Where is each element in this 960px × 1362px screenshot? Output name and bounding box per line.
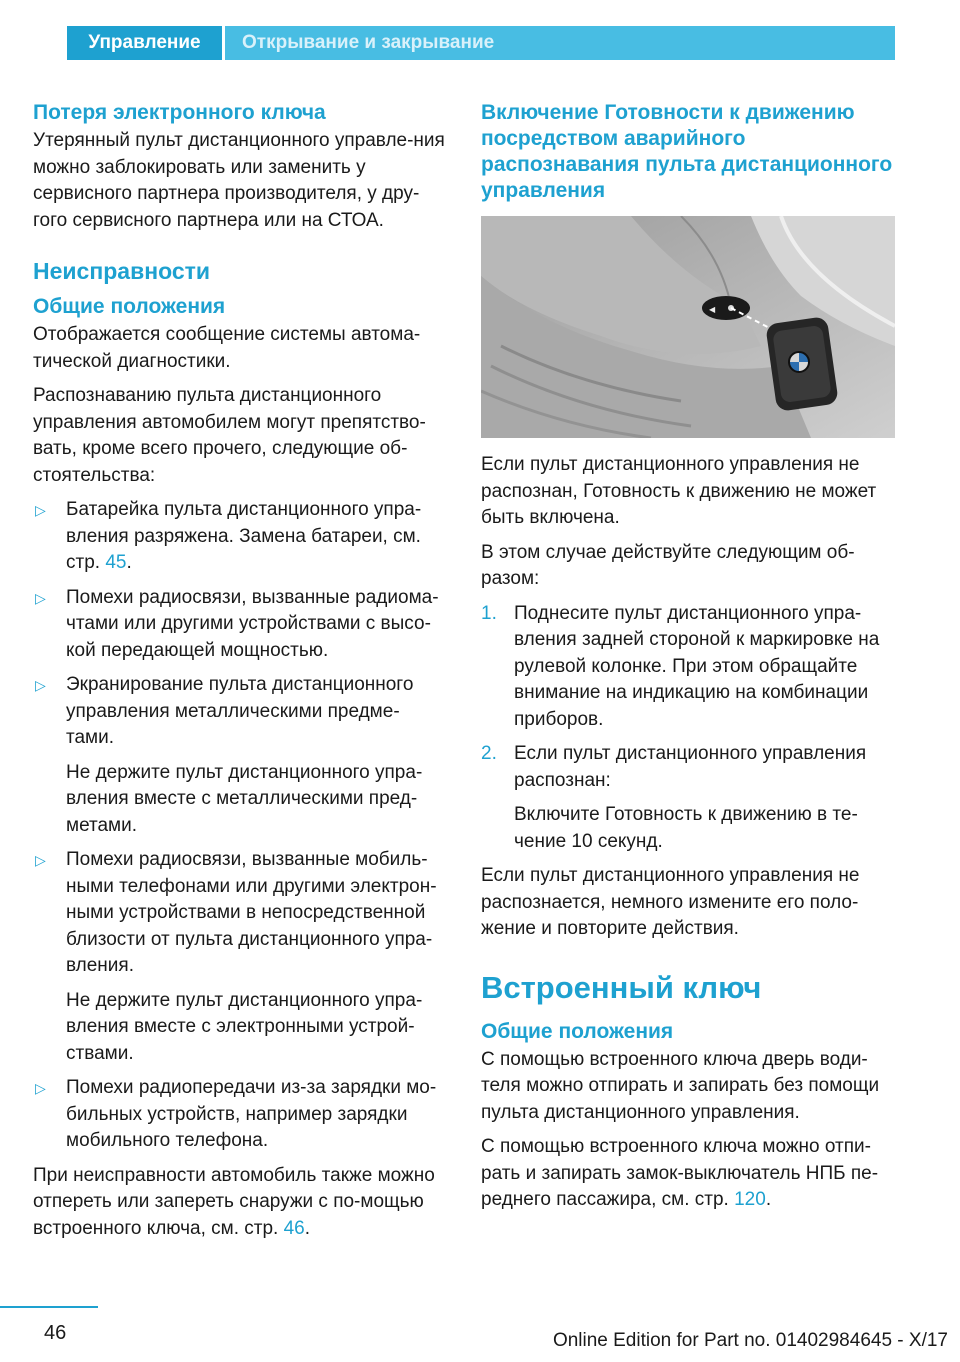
- bullet-metal-shielding-text: Экранирование пульта дистанционного управления металлическими предме-тами.: [66, 674, 414, 748]
- heading-faults: Неисправности: [33, 258, 211, 284]
- bullet-arrow-icon: ▷: [35, 677, 46, 693]
- para-key-airbag-switch: [481, 1134, 895, 1214]
- page-number: 46: [44, 1322, 67, 1344]
- link-page-45[interactable]: 45: [105, 552, 127, 573]
- left-column: [33, 100, 447, 1250]
- bullet-arrow-icon: ▷: [35, 589, 46, 606]
- step-2-number: 2.: [481, 743, 497, 764]
- note-metal: Не держите пульт дистанционного упра-вления вместе с металлическими пред-метами.: [66, 761, 423, 836]
- para-fault-unlock: [33, 1163, 447, 1243]
- bullet-arrow-icon: ▷: [35, 852, 46, 868]
- step-2-note: Включите Готовность к движению в те-чение 10 секунд.: [514, 804, 858, 852]
- bullet-radio-masts-text: Помехи радиосвязи, вызванные радиома-чтами или другими устройствами с высо-кой передающей мощностью.: [66, 586, 439, 661]
- bullet-arrow-icon: ▷: [35, 1080, 46, 1096]
- steering-column-key-photo: [481, 216, 895, 438]
- heading-lost-key: Потеря электронного ключа: [33, 101, 326, 124]
- step-1: [481, 601, 895, 734]
- bullet-battery-end: .: [126, 552, 132, 573]
- note-electronics: Не держите пульт дистанционного упра-вления вместе с электронными устрой-ствами.: [66, 989, 423, 1064]
- footer-rule: [0, 1306, 98, 1308]
- heading-integrated-key: Встроенный ключ: [481, 969, 762, 1005]
- step-1-number: 1.: [481, 602, 497, 624]
- bullet-arrow-icon: ▷: [35, 502, 46, 518]
- para-lost-key: Утерянный пульт дистанционного управле-ния можно заблокировать или заменить у сервисного партнера производителя, у дру-гого сервисного партнера или на СТОА.: [33, 130, 445, 231]
- step-2-text: Если пульт дистанционного управления распознан:: [514, 743, 867, 791]
- edition-info: Online Edition for Part no. 01402984645 - X/17: [552, 1330, 948, 1351]
- para-in-case: В этом случае действуйте следующим об-разом:: [481, 541, 855, 589]
- step-1-text: Поднесите пульт дистанционного упра-вления задней стороной к маркировке на рулевой колонке. При этом обращайте внимание на индикацию на комбинации приборов.: [514, 602, 880, 730]
- bullet-radio-masts: [33, 585, 447, 665]
- para-key-airbag-end: .: [765, 1189, 772, 1210]
- bullet-battery: [33, 497, 447, 577]
- para-retry: Если пульт дистанционного управления не распознается, немного измените его поло-жение и повторите действия.: [481, 865, 860, 939]
- right-column: [481, 100, 895, 1222]
- step-2: [481, 741, 895, 794]
- para-not-recognized: Если пульт дистанционного управления не распознан, Готовность к движению не может быть включена.: [481, 454, 877, 528]
- bullet-mobile-phones-text: Помехи радиосвязи, вызванные мобиль-ными телефонами или другими электрон-ными устройствами в непосредственной близости от пульта дистанционного упра-вления.: [66, 849, 437, 976]
- para-key-driver-door: С помощью встроенного ключа дверь води-теля можно отпирать и запирать без помощи пульта дистанционного управления.: [481, 1048, 880, 1123]
- header-section-tab: Управление: [67, 26, 222, 60]
- link-page-46[interactable]: 46: [283, 1217, 305, 1239]
- para-key-airbag-text: С помощью встроенного ключа можно отпи-рать и запирать замок-выключатель НПБ пе-реднего пассажира, см. стр.: [481, 1136, 879, 1210]
- header-subsection-tab: Открывание и закрывание: [225, 26, 895, 60]
- para-message-shown: Отображается сообщение системы автома-тической диагностики.: [33, 324, 421, 372]
- bullet-mobile-phones: [33, 847, 447, 980]
- heading-general-2: Общие положения: [481, 1019, 674, 1043]
- para-obstacles: Распознаванию пульта дистанционного управления автомобилем могут препятство-вать, кроме всего прочего, следующие об-стоятельства:: [33, 385, 426, 486]
- svg-text:◀: ◀: [709, 305, 716, 314]
- bullet-battery-text: Батарейка пульта дистанционного упра-вления разряжена. Замена батареи, см. стр.: [66, 499, 422, 573]
- heading-emergency-recognition: Включение Готовности к движению посредством аварийного распознавания пульта дистанционного управления: [481, 101, 893, 202]
- para-fault-unlock-text: При неисправности автомобиль также можно отпереть или запереть снаружи с по-мощью встроенного ключа, см. стр.: [33, 1164, 435, 1239]
- bullet-charging: [33, 1075, 447, 1155]
- bullet-metal-shielding: [33, 672, 447, 752]
- heading-general: Общие положения: [33, 295, 226, 318]
- para-fault-unlock-end: .: [304, 1217, 311, 1239]
- link-page-120[interactable]: 120: [734, 1189, 766, 1210]
- bullet-charging-text: Помехи радиопередачи из-за зарядки мо-бильных устройств, например зарядки мобильного телефона.: [66, 1077, 437, 1151]
